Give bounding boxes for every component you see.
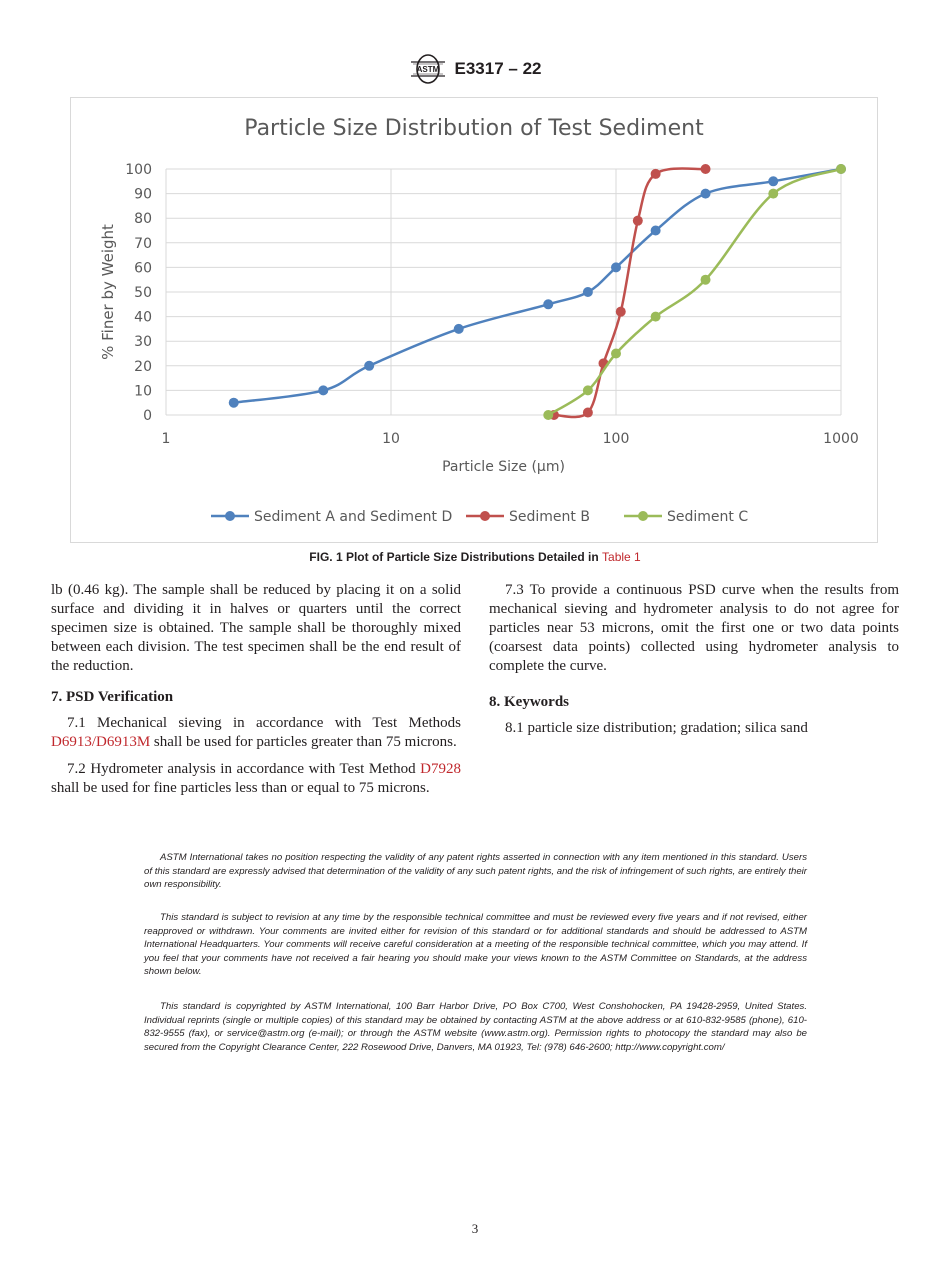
paragraph-sample-reduction: lb (0.46 kg). The sample shall be reduced by placing it on a solid surface and dividing it in halves or quarters until the correct specimen size is obtained. The sample shall be thoroughly mixed between each division. The test specimen shall be the end result of the reduction. xyxy=(51,582,461,674)
data-point-series-1 xyxy=(543,299,553,309)
data-point-series-1 xyxy=(651,226,661,236)
paragraph-7-3: 7.3 To provide a continuous PSD curve when the results from mechanical sieving and hydrometer analysis to do not agree for particles near 53 microns, omit the first one or two data points (coarsest data points) collected using hydrometer analysis to complete the curve. xyxy=(489,582,899,674)
y-axis-label: % Finer by Weight xyxy=(99,224,117,360)
right-column xyxy=(489,581,899,746)
revision-notice xyxy=(144,911,807,979)
paragraph-7-1-text-end: shall be used for particles greater than 75 microns. xyxy=(153,734,457,750)
figure-caption xyxy=(0,550,950,564)
patent-notice-text: ASTM International takes no position respecting the validity of any patent rights asserted in connection with any item mentioned in this standard. Users of this standard are expressly advised that determination of the validity of any such patent rights, and the risk of infringement of such rights, are entirely their own responsibility. xyxy=(144,852,807,891)
data-point-series-3 xyxy=(701,275,711,285)
page-header xyxy=(0,52,950,86)
paragraph-7-2-text-end: shall be used for fine particles less than or equal to 75 microns. xyxy=(51,780,430,796)
copyright-notice-text: This standard is copyrighted by ASTM International, 100 Barr Harbor Drive, PO Box C700, West Conshohocken, PA 19428-2959, United States. Individual reprints (single or multiple copies) of this standard may be obtained by contacting ASTM at the above address or at 610-832-9585 (phone), 610-832-9555 (fax), or service@astm.org (e-mail); or through the ASTM website (www.astm.org). Permission rights to photocopy the standard may also be secured from the Copyright Clearance Center, 222 Rosewood Drive, Danvers, MA 01923, Tel: (978) 646-2600; http://www.copyright.com/ xyxy=(144,1001,807,1053)
y-tick-label: 50 xyxy=(134,285,152,301)
y-tick-label: 60 xyxy=(134,260,152,277)
data-point-series-1 xyxy=(454,324,464,334)
table-1-link[interactable]: Table 1 xyxy=(602,550,641,564)
data-point-series-2 xyxy=(701,164,711,174)
x-tick-label: 1 xyxy=(161,431,171,447)
data-point-series-1 xyxy=(364,361,374,371)
data-point-series-3 xyxy=(543,410,553,420)
section-7-heading: 7. PSD Verification xyxy=(51,689,174,705)
data-point-series-3 xyxy=(768,189,778,199)
y-tick-label: 0 xyxy=(143,408,152,424)
paragraph-7-1-text: 7.1 Mechanical sieving in accordance with Test Methods xyxy=(67,715,461,731)
page-number: 3 xyxy=(471,1221,479,1236)
copyright-notice xyxy=(144,1000,807,1054)
x-tick-label: 100 xyxy=(602,431,630,447)
y-tick-label: 90 xyxy=(134,186,152,203)
paragraph-7-2-text: 7.2 Hydrometer analysis in accordance with Test Method xyxy=(67,761,416,777)
y-tick-label: 70 xyxy=(134,235,152,252)
data-point-series-1 xyxy=(583,287,593,297)
left-column xyxy=(51,581,461,806)
x-tick-label: 10 xyxy=(382,431,400,447)
data-point-series-2 xyxy=(633,216,643,226)
y-tick-label: 100 xyxy=(125,162,152,178)
d6913-link[interactable]: D6913/D6913M xyxy=(51,734,151,750)
y-tick-label: 30 xyxy=(134,334,152,351)
data-point-series-1 xyxy=(229,398,239,408)
y-tick-label: 20 xyxy=(134,358,152,375)
paragraph-8-1: 8.1 particle size distribution; gradation; silica sand xyxy=(505,720,808,736)
data-point-series-2 xyxy=(651,169,661,179)
paragraph-7-1 xyxy=(51,714,461,752)
x-tick-label: 1000 xyxy=(823,431,859,447)
document-designation: E3317 – 22 xyxy=(454,59,542,78)
legend-marker-2 xyxy=(480,511,490,521)
patent-notice xyxy=(144,851,807,892)
data-point-series-1 xyxy=(611,262,621,272)
section-8-heading: 8. Keywords xyxy=(489,694,569,710)
data-point-series-3 xyxy=(583,385,593,395)
legend-label-3: Sediment C xyxy=(667,509,749,525)
paragraph-7-2 xyxy=(51,760,461,798)
legend-label-2: Sediment B xyxy=(509,509,590,525)
legend-label-1: Sediment A and Sediment D xyxy=(254,509,453,525)
y-tick-label: 10 xyxy=(134,383,152,400)
psd-chart xyxy=(71,98,879,544)
data-point-series-1 xyxy=(701,189,711,199)
revision-notice-text: This standard is subject to revision at any time by the responsible technical committee and must be reviewed every five years and if not revised, either reapproved or withdrawn. Your comments are invited either for revision of this standard or for additional standards and should be addressed to ASTM International Headquarters. Your comments will receive careful consideration at a meeting of the responsible technical committee, which you may attend. If you feel that your comments have not received a fair hearing you should make your views known to the ASTM Committee on Standards, at the address shown below. xyxy=(144,912,807,978)
legend-marker-3 xyxy=(638,511,648,521)
chart-title: Particle Size Distribution of Test Sediment xyxy=(244,116,704,141)
d7928-link[interactable]: D7928 xyxy=(420,761,462,777)
figure-caption-label: FIG. 1 Plot of Particle Size Distributions Detailed in xyxy=(309,550,599,564)
data-point-series-3 xyxy=(651,312,661,322)
data-point-series-3 xyxy=(836,164,846,174)
data-point-series-2 xyxy=(583,408,593,418)
chart-frame xyxy=(70,97,878,543)
data-point-series-1 xyxy=(318,385,328,395)
x-axis-label: Particle Size (µm) xyxy=(442,459,565,475)
data-point-series-1 xyxy=(768,176,778,186)
y-tick-label: 80 xyxy=(134,211,152,228)
series-line-1 xyxy=(234,169,841,403)
data-point-series-2 xyxy=(616,307,626,317)
y-tick-label: 40 xyxy=(134,309,152,326)
astm-logo-text: ASTM xyxy=(416,65,439,74)
astm-logo xyxy=(409,53,447,85)
data-point-series-3 xyxy=(611,349,621,359)
legend-marker-1 xyxy=(225,511,235,521)
